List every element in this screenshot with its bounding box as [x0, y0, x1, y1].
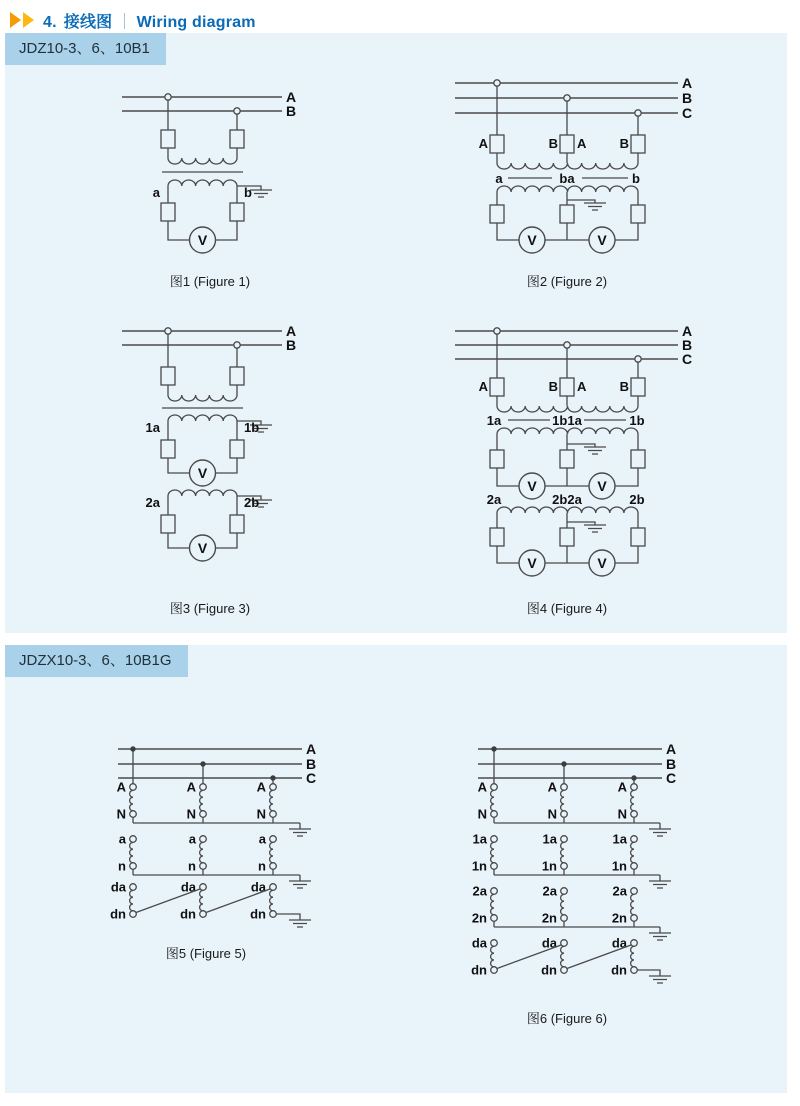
fuse-label: B — [548, 379, 558, 394]
terminal-label-a: a — [188, 831, 196, 847]
open-delta-winding — [200, 884, 207, 918]
double-arrow-icon — [10, 12, 34, 28]
fuse — [631, 450, 645, 468]
fuse — [230, 440, 244, 458]
voltmeter-label: V — [597, 555, 607, 571]
terminal-label: 2b2a — [552, 492, 582, 507]
ground-icon — [649, 976, 671, 983]
terminal-label-2n: 2n — [471, 910, 487, 926]
terminal-label-dn: dn — [180, 906, 196, 922]
secondary-bus-2 — [494, 921, 660, 933]
fuse — [560, 205, 574, 223]
fuse — [161, 130, 175, 148]
terminal-label-A: A — [186, 779, 196, 795]
bus-label-b: B — [286, 103, 297, 119]
primary-winding — [491, 784, 498, 818]
open-delta-winding — [270, 884, 277, 918]
bus-label-a: A — [286, 323, 297, 339]
secondary-winding-2 — [561, 888, 568, 922]
tap-circle — [234, 108, 240, 114]
terminal-label: a — [495, 171, 503, 186]
terminal-label-N: N — [547, 806, 557, 822]
secondary-winding-1 — [631, 836, 638, 870]
fuse-label: A — [478, 136, 488, 151]
primary-winding — [631, 784, 638, 818]
figure-5-diagram — [98, 738, 330, 968]
figure-4-caption: 图4 (Figure 4) — [526, 601, 608, 616]
section-title — [43, 9, 256, 32]
terminal-label-da: da — [250, 879, 266, 895]
terminal-label-A: A — [477, 779, 487, 795]
primary-winding — [200, 784, 207, 818]
fuse — [560, 528, 574, 546]
figure-3-caption: 图3 (Figure 3) — [169, 601, 251, 616]
secondary-winding — [200, 836, 207, 870]
junction-dot — [200, 761, 205, 766]
voltmeter — [519, 550, 545, 576]
terminal-label: 2a — [486, 492, 502, 507]
bus-label-c: C — [682, 351, 693, 367]
fuse — [560, 378, 574, 396]
bus-label-a: A — [286, 89, 297, 105]
terminal-label-1n: 1n — [611, 858, 627, 874]
secondary-winding-2 — [168, 490, 237, 496]
fuse — [560, 450, 574, 468]
terminal-label-1a: 1a — [542, 831, 557, 847]
fuse — [631, 135, 645, 153]
figure-2-diagram — [438, 75, 712, 295]
junction-dot — [561, 761, 566, 766]
terminal-label-a: a — [152, 185, 160, 200]
bus-label-b: B — [682, 337, 693, 353]
terminal-label-A: A — [547, 779, 557, 795]
bus-lines — [122, 331, 282, 345]
fuse-label: B — [548, 136, 558, 151]
primary-legs — [168, 100, 237, 158]
tap-circle — [494, 80, 500, 86]
bus-lines — [122, 97, 282, 111]
terminal-label-N: N — [477, 806, 487, 822]
secondary-winding — [270, 836, 277, 870]
primary-winding — [130, 784, 137, 818]
section-title-en: Wiring diagram — [136, 13, 256, 31]
terminal-label-da: da — [180, 879, 196, 895]
meter-wires — [497, 223, 638, 240]
terminal-label-1a: 1a — [472, 831, 487, 847]
arrow-icon — [23, 12, 34, 28]
bus-label-a: A — [682, 75, 693, 91]
model-label-jdz10: JDZ10-3、6、10B1 — [5, 33, 166, 65]
terminal-label-n: n — [118, 858, 126, 874]
terminal-label-A: A — [617, 779, 627, 795]
section-number: 4. — [43, 13, 57, 31]
terminal-label-2a: 2a — [612, 883, 627, 899]
secondary-bus — [133, 869, 300, 881]
tap-circle — [494, 328, 500, 334]
terminal-label: 1a — [486, 413, 502, 428]
junction-dot — [491, 746, 496, 751]
neutral-bus — [494, 817, 660, 829]
terminal-label-da: da — [471, 935, 487, 951]
section-title-zh: 接线图 — [63, 13, 113, 31]
figure-1-caption: 图1 (Figure 1) — [169, 274, 251, 289]
open-delta-winding — [130, 884, 137, 918]
terminal-label-da: da — [541, 935, 557, 951]
tap-circle — [165, 94, 171, 100]
title-divider: ｜ — [116, 13, 133, 31]
bus-label-b: B — [286, 337, 297, 353]
bus-label-c: C — [306, 770, 317, 786]
terminal-label-2n: 2n — [611, 910, 627, 926]
terminal-label-a: a — [118, 831, 126, 847]
neutral-bus — [133, 817, 300, 829]
fuse — [490, 205, 504, 223]
voltmeter-label: V — [197, 232, 208, 248]
terminal-label-1b: 1b — [244, 420, 260, 435]
voltmeter-label: V — [597, 478, 607, 494]
ground-icon — [289, 881, 311, 888]
terminal-label-n: n — [188, 858, 196, 874]
fuse — [490, 528, 504, 546]
primary-winding — [168, 395, 237, 401]
fuse-label: A — [478, 379, 488, 394]
terminal-label: 1b — [629, 413, 645, 428]
ground-icon — [250, 190, 272, 197]
secondary-winding — [497, 186, 638, 192]
terminal-label-dn: dn — [110, 906, 126, 922]
primary-legs — [168, 334, 237, 395]
fuse — [161, 203, 175, 221]
open-delta-winding — [631, 940, 638, 974]
tap-circle — [234, 342, 240, 348]
fuse-label: B — [619, 379, 629, 394]
terminal-label-N: N — [186, 806, 196, 822]
meter-wires — [497, 546, 638, 563]
page-header — [10, 8, 256, 32]
terminal-label-1n: 1n — [471, 858, 487, 874]
tap-circle — [564, 95, 570, 101]
terminal-label-1a: 1a — [612, 831, 627, 847]
fuse — [631, 205, 645, 223]
terminal-label: ba — [559, 171, 575, 186]
open-delta-winding — [561, 940, 568, 974]
terminal-label-n: n — [258, 858, 266, 874]
terminal-label-2a: 2a — [472, 883, 487, 899]
figure-6-diagram — [455, 738, 692, 1035]
terminal-label-dn: dn — [541, 962, 557, 978]
voltmeter-label: V — [197, 465, 208, 481]
secondary-winding-1 — [497, 428, 638, 434]
ground-icon — [649, 881, 671, 888]
secondary-legs — [497, 513, 638, 528]
terminal-label-N: N — [617, 806, 627, 822]
fuse — [230, 130, 244, 148]
secondary-winding-1 — [491, 836, 498, 870]
voltmeter-label: V — [527, 232, 537, 248]
terminal-label-da: da — [110, 879, 126, 895]
terminal-label: b — [632, 171, 640, 186]
terminal-label: 1b1a — [552, 413, 582, 428]
secondary-legs — [497, 192, 638, 205]
ground-icon — [584, 447, 606, 454]
voltmeter — [190, 460, 216, 486]
fuse — [560, 135, 574, 153]
terminal-label-N: N — [116, 806, 126, 822]
secondary-winding-2 — [631, 888, 638, 922]
fuse — [490, 450, 504, 468]
secondary-legs — [497, 434, 638, 450]
fuse — [161, 440, 175, 458]
figure-2-caption: 图2 (Figure 2) — [526, 274, 608, 289]
arrow-icon — [10, 12, 21, 28]
terminal-label-dn: dn — [611, 962, 627, 978]
terminal-label: 2b — [629, 492, 645, 507]
terminal-label-N: N — [256, 806, 266, 822]
terminal-label-2b: 2b — [244, 495, 260, 510]
figure-6-caption: 图6 (Figure 6) — [526, 1011, 608, 1026]
secondary-winding-1 — [561, 836, 568, 870]
voltmeter — [589, 227, 615, 253]
ground-icon — [649, 933, 671, 940]
primary-winding — [497, 406, 638, 412]
terminal-label-2n: 2n — [541, 910, 557, 926]
fuse-label: B — [619, 136, 629, 151]
terminal-label-A: A — [256, 779, 266, 795]
bus-lines — [478, 749, 662, 778]
secondary-winding — [168, 180, 237, 186]
terminal-label-dn: dn — [471, 962, 487, 978]
fuse — [490, 135, 504, 153]
voltmeter — [190, 227, 216, 253]
terminal-label-1n: 1n — [541, 858, 557, 874]
figure-5-caption: 图5 (Figure 5) — [165, 946, 247, 961]
secondary-winding — [130, 836, 137, 870]
secondary-winding-2 — [497, 507, 638, 513]
bus-lines — [118, 749, 302, 778]
primary-winding — [497, 163, 638, 169]
secondary-winding-1 — [168, 415, 237, 421]
ground-icon — [584, 525, 606, 532]
junction-dot — [631, 775, 636, 780]
bus-label-c: C — [682, 105, 693, 121]
terminal-label-2a: 2a — [542, 883, 557, 899]
bus-label-a: A — [682, 323, 693, 339]
terminal-label-b: b — [244, 185, 252, 200]
secondary-winding-2 — [491, 888, 498, 922]
terminal-label-1a: 1a — [145, 420, 160, 435]
fuse — [230, 515, 244, 533]
fuse-label: A — [577, 379, 587, 394]
fuse — [631, 528, 645, 546]
voltmeter — [519, 227, 545, 253]
primary-winding — [561, 784, 568, 818]
fuse — [631, 378, 645, 396]
ground-icon — [649, 829, 671, 836]
tap-circle — [564, 342, 570, 348]
tap-circle — [635, 110, 641, 116]
voltmeter-label: V — [197, 540, 208, 556]
junction-dot — [270, 775, 275, 780]
tap-circle — [635, 356, 641, 362]
open-delta-winding — [491, 940, 498, 974]
model-label-jdzx10: JDZX10-3、6、10B1G — [5, 645, 188, 677]
voltmeter-label: V — [597, 232, 607, 248]
terminal-label-da: da — [611, 935, 627, 951]
bus-label-b: B — [682, 90, 693, 106]
voltmeter — [519, 473, 545, 499]
terminal-label-2a: 2a — [145, 495, 160, 510]
fuse — [490, 378, 504, 396]
voltmeter — [589, 473, 615, 499]
secondary-bus-1 — [494, 869, 660, 881]
bus-label-a: A — [666, 741, 677, 757]
fuse — [230, 367, 244, 385]
figure-4-diagram — [438, 320, 712, 620]
terminal-label-a: a — [258, 831, 266, 847]
ground-icon — [584, 203, 606, 210]
junction-dot — [130, 746, 135, 751]
fuse-label: A — [577, 136, 587, 151]
fuse — [161, 367, 175, 385]
terminal-label-A: A — [116, 779, 126, 795]
ground-icon — [289, 829, 311, 836]
figure-3-diagram — [110, 320, 312, 620]
meter-wires — [497, 468, 638, 486]
primary-winding — [270, 784, 277, 818]
voltmeter-label: V — [527, 478, 537, 494]
bus-label-a: A — [306, 741, 317, 757]
bus-label-c: C — [666, 770, 677, 786]
ground-icon — [289, 920, 311, 927]
tap-circle — [165, 328, 171, 334]
fuse — [230, 203, 244, 221]
primary-winding — [168, 158, 237, 164]
voltmeter — [190, 535, 216, 561]
bus-label-b: B — [306, 756, 317, 772]
voltmeter-label: V — [527, 555, 537, 571]
fuse — [161, 515, 175, 533]
figure-1-diagram — [110, 75, 312, 295]
voltmeter — [589, 550, 615, 576]
terminal-label-dn: dn — [250, 906, 266, 922]
bus-label-b: B — [666, 756, 677, 772]
